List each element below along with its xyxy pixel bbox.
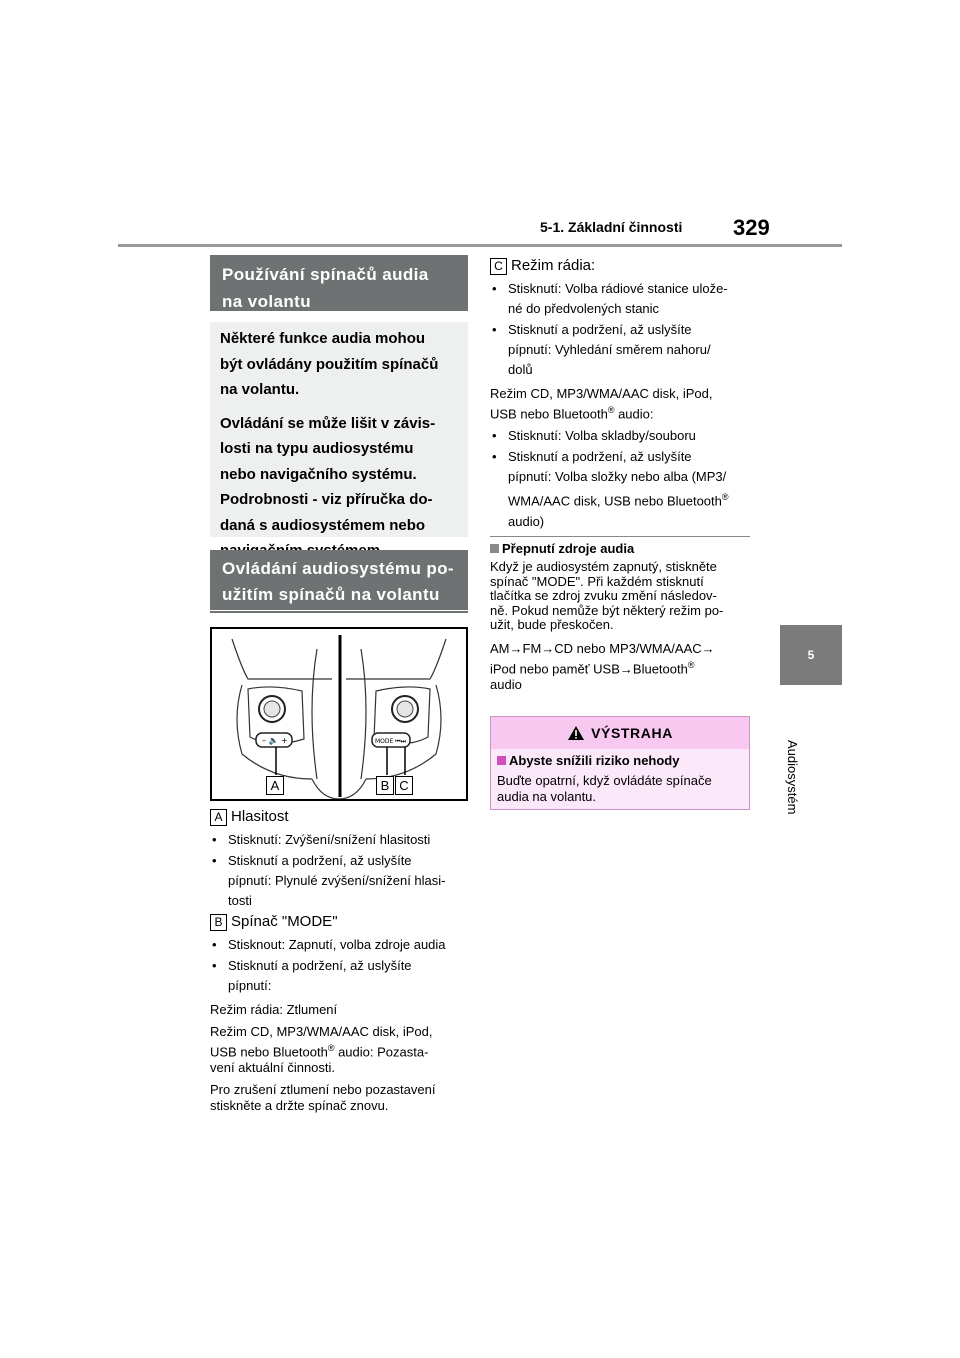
list-item: • Stisknutí a podržení, až uslyšíte pípnutí: Plynulé zvýšení/snížení hlasi- tosti bbox=[210, 851, 472, 911]
bullet-list bbox=[210, 830, 472, 911]
steering-wheel-illustration bbox=[210, 627, 468, 801]
divider bbox=[490, 536, 750, 537]
section-title-steering-switches bbox=[210, 255, 468, 311]
paragraph: Když je audiosystém zapnutý, stiskněte spínač "MODE". Při každém stisknutí tlačítka se zdroj zvuku změní následov- ně. Pokud nemůže být některý režim po- užit, bude přeskočen. bbox=[490, 559, 724, 632]
square-bullet-icon bbox=[490, 544, 499, 553]
list-item: • Stisknutí a podržení, až uslyšíte pípnutí: bbox=[210, 956, 472, 996]
list-item: • Stisknutí a podržení, až uslyšíte pípnutí: Vyhledání směrem nahoru/ dolů bbox=[490, 320, 755, 380]
item-title: A Hlasitost bbox=[210, 808, 472, 826]
steering-wheel-drawing bbox=[212, 629, 466, 799]
paragraph: AM→FM→CD nebo MP3/WMA/AAC→ iPod nebo paměť USB→Bluetooth® audio bbox=[490, 640, 715, 692]
list-item: • Stisknout: Zapnutí, volba zdroje audia bbox=[210, 935, 472, 955]
list-item: • Stisknutí: Volba skladby/souboru bbox=[490, 426, 755, 446]
intro-box bbox=[210, 322, 468, 537]
section-title-operation bbox=[210, 550, 468, 610]
section-underline bbox=[210, 611, 468, 613]
list-item: • Stisknutí: Volba rádiové stanice ulože- né do předvolených stanic bbox=[490, 279, 755, 319]
item-title: C Režim rádia: bbox=[490, 257, 755, 275]
list-item: • Stisknutí: Zvýšení/snížení hlasitosti bbox=[210, 830, 472, 850]
intro-paragraph: Některé funkce audia mohou být ovládány použitím spínačů na volantu. bbox=[220, 330, 439, 398]
item-mode-switch bbox=[210, 913, 472, 1114]
source-switch-section bbox=[490, 541, 755, 693]
section-title-line: Používání spínačů audia bbox=[222, 265, 429, 284]
section-title-line: na volantu bbox=[222, 292, 312, 311]
callout-b: B bbox=[376, 776, 394, 795]
warning-body bbox=[491, 749, 749, 809]
callout-a: A bbox=[266, 776, 284, 795]
item-badge: C bbox=[490, 258, 507, 275]
svg-text:MODE ⏮⏭: MODE ⏮⏭ bbox=[375, 738, 407, 745]
paragraph: Pro zrušení ztlumení nebo pozastavení stiskněte a držte spínač znovu. bbox=[210, 1082, 436, 1114]
item-radio-mode bbox=[490, 257, 755, 533]
section-title-line: užitím spínačů na volantu bbox=[222, 585, 440, 604]
warning-heading: Abyste snížili riziko nehody bbox=[497, 753, 743, 769]
warning-title: VÝSTRAHA bbox=[591, 725, 673, 741]
chapter-tab-label: Audiosystém bbox=[785, 740, 800, 815]
paragraph: Režim rádia: Ztlumení bbox=[210, 1002, 338, 1017]
square-bullet-icon bbox=[497, 756, 506, 765]
warning-header bbox=[491, 717, 749, 749]
chapter-tab-number: 5 bbox=[780, 625, 842, 685]
subheading: Přepnutí zdroje audia bbox=[490, 541, 755, 557]
svg-text:– 🔈 +: – 🔈 + bbox=[262, 736, 288, 745]
intro-paragraph: Ovládání se může lišit v závis- losti na typu audiosystému nebo navigačního systému. Podrobnosti - viz příručka do- daná s audiosystémem nebo bbox=[220, 414, 436, 534]
item-volume bbox=[210, 808, 472, 912]
item-title: B Spínač "MODE" bbox=[210, 913, 472, 931]
callout-c: C bbox=[395, 776, 413, 795]
warning-icon bbox=[567, 725, 585, 741]
bullet-list bbox=[490, 426, 755, 531]
paragraph: Režim CD, MP3/WMA/AAC disk, iPod, USB nebo Bluetooth® audio: bbox=[490, 386, 713, 422]
warning-text: Buďte opatrní, když ovládáte spínače audia na volantu. bbox=[497, 773, 712, 804]
page-number: 329 bbox=[733, 215, 770, 240]
item-badge: A bbox=[210, 809, 227, 826]
bullet-list bbox=[210, 935, 472, 996]
warning-box bbox=[490, 716, 750, 810]
bullet-list bbox=[490, 279, 755, 380]
list-item: • Stisknutí a podržení, až uslyšíte pípnutí: Volba složky nebo alba (MP3/ WMA/AAC disk, USB nebo Bluetooth® audio) bbox=[490, 447, 755, 531]
section-header: 5-1. Základní činnosti bbox=[540, 219, 683, 235]
paragraph: Režim CD, MP3/WMA/AAC disk, iPod, USB nebo Bluetooth® audio: Pozasta- vení aktuální činnosti. bbox=[210, 1024, 433, 1076]
header-divider bbox=[118, 244, 842, 247]
section-title-line: Ovládání audiosystému po- bbox=[222, 559, 454, 578]
item-badge: B bbox=[210, 914, 227, 931]
